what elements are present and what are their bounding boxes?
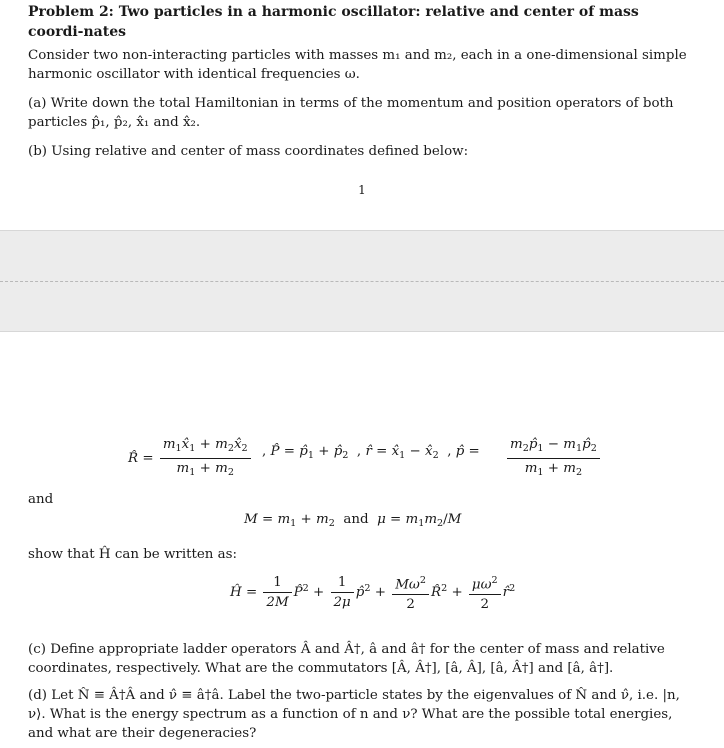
problem-title: Problem 2: Two particles in a harmonic oscillator: relative and center of mass coordi-nates <box>28 4 639 40</box>
fraction-p: $\frac{m_2p̂_1 - m_1p̂_2}{m_1 + m_2}$ <box>507 436 600 481</box>
mass-definitions: $M = m_1 + m_2$ and $\mu = m_1m_2/M$ <box>244 512 462 529</box>
show-text: show that Ĥ can be written as: <box>28 547 238 562</box>
page-break-line <box>0 281 724 282</box>
page-gap <box>0 230 724 332</box>
part-a: (a) Write down the total Hamiltonian in terms of the momentum and position operators of both particles p̂₁, p̂₂, x̂₁ and x̂₂. <box>28 96 674 130</box>
fraction-R: $\frac{m_1x̂_1 + m_2x̂_2}{m_1 + m_2}$ <box>160 436 251 481</box>
equation-p <box>505 436 602 481</box>
page-1 <box>0 0 724 230</box>
hamiltonian-equation: Ĥ = $\frac{1}{2M}$ P̂$^2$ + $\frac{1}{2\mu}$ p̂$^2$ + $\frac{M\omega^2}{2}$ R̂$^2$ + $\frac{\mu\omega^2}{2}$ r̂$^2$ <box>230 572 515 613</box>
mass-and-word: and <box>343 512 369 527</box>
problem-intro: Consider two non-interacting particles with masses m₁ and m₂, each in a one-dimensional simple harmonic oscillator with identical frequencies ω. <box>28 48 687 82</box>
and-word: and <box>28 492 54 507</box>
page-2 <box>0 332 724 748</box>
part-c: (c) Define appropriate ladder operators Â and Â†, â and â† for the center of mass and relative coordinates, respectively. What are the commutators [Â, Â†], [â, Â], [â, Â†] and [â, â†]. <box>28 642 665 676</box>
equation-R: R̂ = $\frac{m_1x̂_1 + m_2x̂_2}{m_1 + m_2}$ <box>128 436 253 481</box>
part-b: (b) Using relative and center of mass coordinates defined below: <box>28 144 469 159</box>
part-d: (d) Let N̂ ≡ Â†Â and ν̂ ≡ â†â. Label the two-particle states by the eigenvalues of N̂ and ν̂, i.e. |n, ν⟩. What is the energy spectrum as a function of n and ν? What are the possible total energies, and what are their degeneracies? <box>28 688 680 741</box>
page-number: 1 <box>358 183 366 197</box>
equations-P-r: , P̂ = $p̂_1$ + $p̂_2$ , r̂ = $x̂_1$ − $x̂_2$ , p̂ = <box>262 444 480 461</box>
